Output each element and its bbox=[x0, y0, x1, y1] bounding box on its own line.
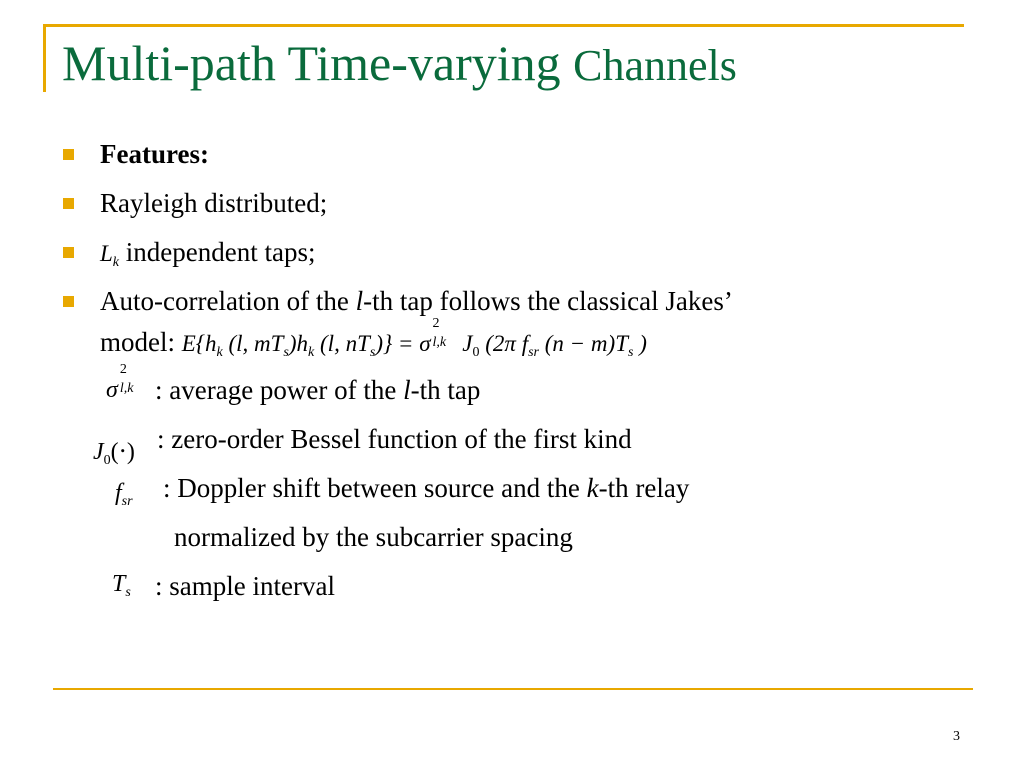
formula-sub-0: 0 bbox=[472, 345, 480, 360]
sigma-text-c: -th tap bbox=[410, 375, 481, 405]
slide-title-main: Multi-path Time-varying bbox=[62, 35, 574, 91]
autocorr-text-c: -th tap follows the classical Jakes’ bbox=[363, 286, 733, 316]
slide-title-channels: Channels bbox=[573, 41, 737, 90]
bullet-autocorrelation-line1 bbox=[100, 288, 733, 315]
definition-sample-text: : sample interval bbox=[155, 571, 335, 601]
formula-mid2: )h bbox=[288, 331, 309, 356]
bullet-marker-autocorrelation bbox=[63, 296, 74, 307]
definition-sigma-symbol bbox=[106, 362, 144, 403]
formula-end: ) bbox=[633, 331, 647, 356]
formula-sub-s2: s bbox=[369, 345, 376, 360]
bullet-features: Features: bbox=[100, 139, 209, 169]
taps-symbol-subscript: k bbox=[112, 255, 120, 270]
formula-sub-s3: s bbox=[628, 345, 634, 360]
bullet-rayleigh: Rayleigh distributed; bbox=[100, 188, 328, 218]
formula-sub-k1: k bbox=[216, 345, 223, 360]
sigma-text-a: : average power of the bbox=[155, 375, 404, 405]
definition-bessel-text: : zero-order Bessel function of the first kind bbox=[157, 424, 632, 454]
sigma-text-l: l bbox=[403, 375, 411, 405]
formula-sub-lk: l,k bbox=[432, 335, 447, 350]
bullet-autocorrelation-line2 bbox=[100, 316, 647, 360]
formula-sup-2: 2 bbox=[432, 316, 440, 331]
frame-top-rule bbox=[43, 24, 964, 27]
definition-doppler-symbol bbox=[115, 480, 133, 509]
frame-left-rule bbox=[43, 24, 46, 92]
page-number: 3 bbox=[953, 729, 960, 744]
sample-symbol: T bbox=[112, 571, 126, 597]
doppler-text-c: -th relay bbox=[598, 473, 690, 503]
sigma-symbol: σ bbox=[106, 377, 118, 403]
sample-sub: s bbox=[125, 585, 131, 600]
formula-lhs: E{h bbox=[181, 331, 217, 356]
sigma-indices bbox=[118, 362, 144, 399]
doppler-text-a: : Doppler shift between source and the bbox=[163, 473, 587, 503]
formula-sub-s1: s bbox=[283, 345, 289, 360]
formula-sub-k2: k bbox=[308, 345, 315, 360]
sigma-sub: l,k bbox=[119, 381, 134, 396]
bullet-marker-features bbox=[63, 149, 74, 160]
taps-symbol: L bbox=[100, 241, 113, 266]
doppler-symbol: f bbox=[115, 480, 122, 506]
definition-bessel-symbol bbox=[93, 439, 135, 468]
definition-doppler-text bbox=[163, 475, 689, 502]
autocorr-text-a: Auto-correlation of the bbox=[100, 286, 356, 316]
bessel-symbol: J bbox=[93, 439, 104, 465]
definition-doppler-text-line2: normalized by the subcarrier spacing bbox=[174, 522, 573, 552]
definition-sample-symbol bbox=[112, 571, 131, 600]
bessel-arg: (⋅) bbox=[110, 439, 135, 465]
bullet-taps bbox=[100, 237, 316, 270]
formula-mid5: J bbox=[456, 331, 473, 356]
sigma-sup: 2 bbox=[119, 362, 127, 377]
jakes-formula bbox=[181, 316, 647, 360]
formula-mid6: (2π f bbox=[479, 331, 529, 356]
frame-bottom-rule bbox=[53, 688, 973, 690]
formula-mid7: (n − m)T bbox=[539, 331, 628, 356]
formula-mid1: (l, mT bbox=[222, 331, 284, 356]
bullet-marker-taps bbox=[63, 247, 74, 258]
taps-text: independent taps; bbox=[119, 237, 316, 267]
doppler-text-k: k bbox=[586, 473, 599, 503]
autocorr-model-label: model: bbox=[100, 327, 182, 357]
slide-title bbox=[62, 35, 737, 91]
bessel-sub: 0 bbox=[103, 453, 111, 468]
bullet-marker-rayleigh bbox=[63, 198, 74, 209]
formula-mid4: )} = σ bbox=[375, 331, 431, 356]
formula-sigma-indices bbox=[431, 316, 457, 353]
autocorr-text-l: l bbox=[355, 286, 364, 316]
formula-mid3: (l, nT bbox=[314, 331, 370, 356]
formula-sub-sr: sr bbox=[528, 345, 539, 360]
doppler-sub: sr bbox=[121, 494, 133, 509]
definition-sigma-text bbox=[155, 377, 480, 404]
